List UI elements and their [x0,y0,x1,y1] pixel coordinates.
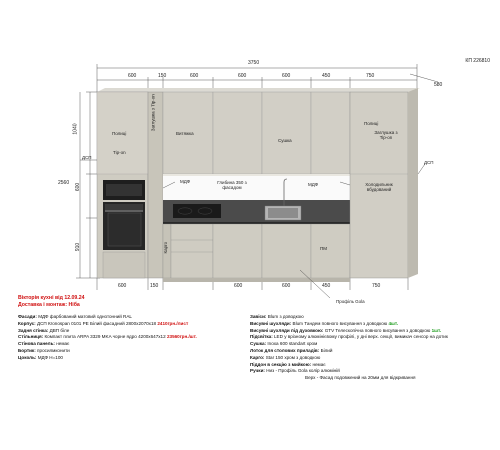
spec-right-row [250,314,448,321]
label-mdf-right: МДФ [308,182,319,187]
spec-right-value: Білий [320,347,333,353]
label-filler-right: Заглушка з Tip-on [374,130,398,141]
spec-right-row [250,348,448,355]
label-pm: ПМ [320,246,327,251]
spec-left-value: ДВП біле [49,327,70,333]
label-dryer: Сушка [278,138,292,143]
dim-bottom-3: 600 [282,283,291,289]
spec-left-row [18,334,197,341]
spec-right-value: LED у врізному алюмінієвому профілі, у дні верх. секції, вимикач сенсор на дотик [274,334,448,340]
spec-right-value: немає [312,361,326,367]
spec-left-row [18,328,197,335]
dim-total-height: 2560 [58,180,70,186]
spec-right-row [250,341,448,348]
spec-left-key: Стільниця: [18,334,45,340]
spec-left-key: Цоколь: [18,354,38,360]
spec-left-value: МДФ фарбований матовий однотонний RAL [38,314,132,319]
spec-right-value: Низ - Профіль Gola колір алюміній [266,368,340,374]
dim-bottom-5: 750 [372,283,381,289]
label-glass: Глибина 350 з фасадом [217,180,247,191]
dim-depth: 580 [434,82,443,88]
spec-right-key: Ручки: [250,368,267,374]
spec-right-value: Іnoxa 600 standart хром [267,341,318,347]
spec-left-key: Задня стінка: [18,327,50,333]
spec-left-key: Фасади: [18,314,39,319]
dim-bottom-0: 600 [118,283,127,289]
dim-bottom-2: 600 [234,283,243,289]
label-shelves-left: Полиці [112,131,127,136]
spec-left-row [18,341,197,348]
spec-left-key: Стінова панель: [18,341,57,347]
spec-right-row [250,321,448,328]
spec-left-key: Бортик: [18,347,38,353]
specs-left [18,314,197,362]
spec-left-value: Компакт плита ARPA 3329 MKA чорне ядро 4200х647х12 [44,334,167,340]
spec-right-value: Blum Тандем повного висування з доводкою [292,320,389,326]
spec-left-price: 23560грн./шт. [166,334,197,340]
label-vytiazhka: Витяжка [176,131,194,136]
dim-bottom-4: 450 [322,283,331,289]
label-cargo: Карго [163,241,169,254]
label-filler-tip-on: Заглушка з Tip-on [150,94,156,132]
dim-top-4: 600 [282,73,291,79]
spec-left-value: просилмконити [37,347,70,353]
dim-top-2: 600 [190,73,199,79]
order-author: Вікторія кухні від 12.09.24 [18,295,85,301]
spec-left-row [18,348,197,355]
spec-left-price: 2410грн./лист [157,320,189,326]
project-code: КП 226810 [465,58,490,64]
dim-top-1: 150 [158,73,167,79]
spec-right-key: Підсвітка: [250,334,274,340]
spec-right-row [250,375,448,382]
label-dsp-right: ДСП [424,160,434,165]
spec-left-value: ДСП Кronospan 0101 PE Білий фасадний 2800х2070х18 [37,320,158,326]
label-mdf-left: МДФ [180,179,191,184]
dim-top-5: 450 [322,73,331,79]
spec-right-row [250,328,448,335]
spec-left-row [18,321,197,328]
dim-top-6: 750 [366,73,375,79]
spec-right-key: Лоток для столових приладів: [250,347,321,353]
spec-right-key: Висувні шухляди під духовкою: [250,327,325,333]
dim-upper-height: 1040 [72,123,79,135]
dim-top-3: 600 [238,73,247,79]
spec-right-key: Піддон в секцію з мийкою: [250,361,313,367]
dim-top-0: 600 [128,73,137,79]
dim-bottom-1: 150 [150,283,159,289]
spec-left-row [18,355,197,362]
spec-right-key: Сушка: [250,341,268,347]
dim-overall-width: 3750 [248,60,260,66]
specs-right [250,314,448,382]
spec-right-row [250,334,448,341]
label-shelves-right: Полиці [364,121,379,126]
spec-left-row [18,314,197,321]
spec-right-key: Висувні шухляди: [250,320,293,326]
spec-left-value: немає [56,341,70,347]
spec-left-value: МДФ Н=100 [37,354,63,360]
label-dsp-left: ДСП [82,155,92,160]
spec-right-key: Карго: [250,354,266,360]
spec-right-value: Верх - Фасад подовжений на 20мм для відкривання [305,375,416,381]
dim-lower-height: 910 [75,242,82,252]
spec-right-price: 1шт. [431,327,442,333]
spec-right-price: 4шт. [388,320,399,326]
order-delivery: Доставка і монтаж: Ніба [18,302,80,308]
label-gola: Профіль Gola [336,299,365,304]
dim-mid-height: 600 [75,182,82,192]
spec-right-row [250,355,448,362]
spec-right-key: Завіси: [250,314,268,319]
spec-right-value: Blum з доводкою [267,314,304,319]
label-fridge: Холодильник вбудований [365,182,393,193]
spec-right-value: Star 150 хром з доводкою [265,354,321,360]
spec-left-key: Корпус: [18,320,37,326]
spec-right-value: GTV Телескопічна повного висування з доводкою [324,327,432,333]
label-tip-on-left: Tip-on [113,150,126,155]
